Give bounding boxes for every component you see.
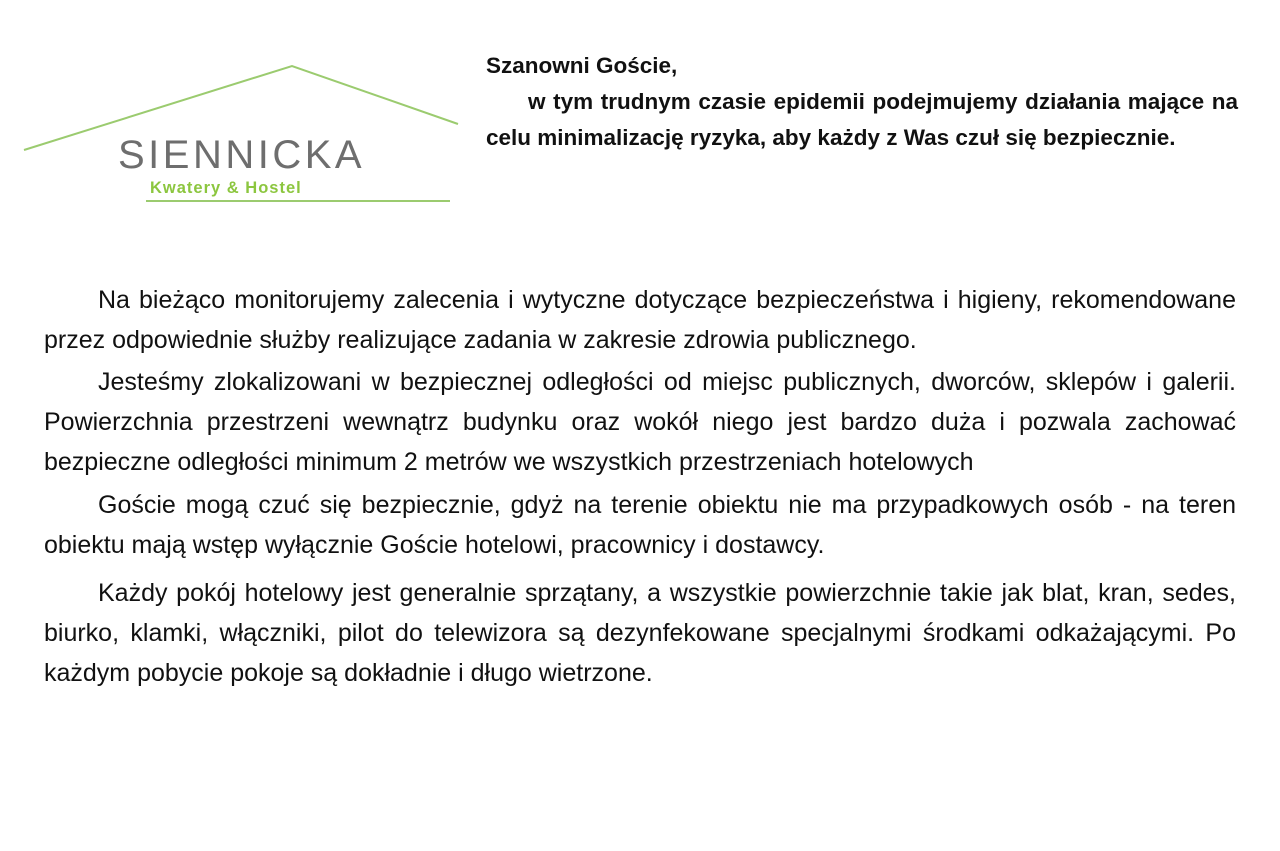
- logo-graphic: [20, 62, 465, 212]
- paragraph-location: Jesteśmy zlokalizowani w bezpiecznej odległości od miejsc publicznych, dworców, sklepów i galerii. Powierzchnia przestrzeni wewnątrz budynku oraz wokół niego jest bardzo duża i pozwala zachować bezpieczne odległości minimum 2 metrów we wszystkich przestrzeniach hotelowych: [44, 368, 1236, 476]
- paragraph-monitoring: Na bieżąco monitorujemy zalecenia i wytyczne dotyczące bezpieczeństwa i higieny, rekomendowane przez odpowiednie służby realizujące zadania w zakresie zdrowia publicznego.: [44, 286, 1236, 354]
- logo-tagline: Kwatery & Hostel: [150, 179, 302, 197]
- paragraph-cleaning: Każdy pokój hotelowy jest generalnie sprzątany, a wszystkie powierzchnie takie jak blat, kran, sedes, biurko, klamki, włączniki, pilot do telewizora są dezynfekowane specjalnymi środkami odkażającymi. Po każdym pobycie pokoje są dokładnie i długo wietrzone.: [44, 579, 1236, 687]
- logo: [20, 62, 465, 212]
- logo-name: SIENNICKA: [118, 133, 366, 177]
- main-content: [44, 280, 1236, 693]
- greeting: [486, 48, 1238, 156]
- paragraph-access: Goście mogą czuć się bezpiecznie, gdyż na terenie obiektu nie ma przypadkowych osób - na teren obiektu mają wstęp wyłącznie Goście hotelowi, pracownicy i dostawcy.: [44, 491, 1236, 559]
- greeting-body: w tym trudnym czasie epidemii podejmujemy działania mające na celu minimalizację ryzyka, aby każdy z Was czuł się bezpiecznie.: [486, 89, 1238, 150]
- greeting-salutation: Szanowni Goście,: [486, 53, 678, 78]
